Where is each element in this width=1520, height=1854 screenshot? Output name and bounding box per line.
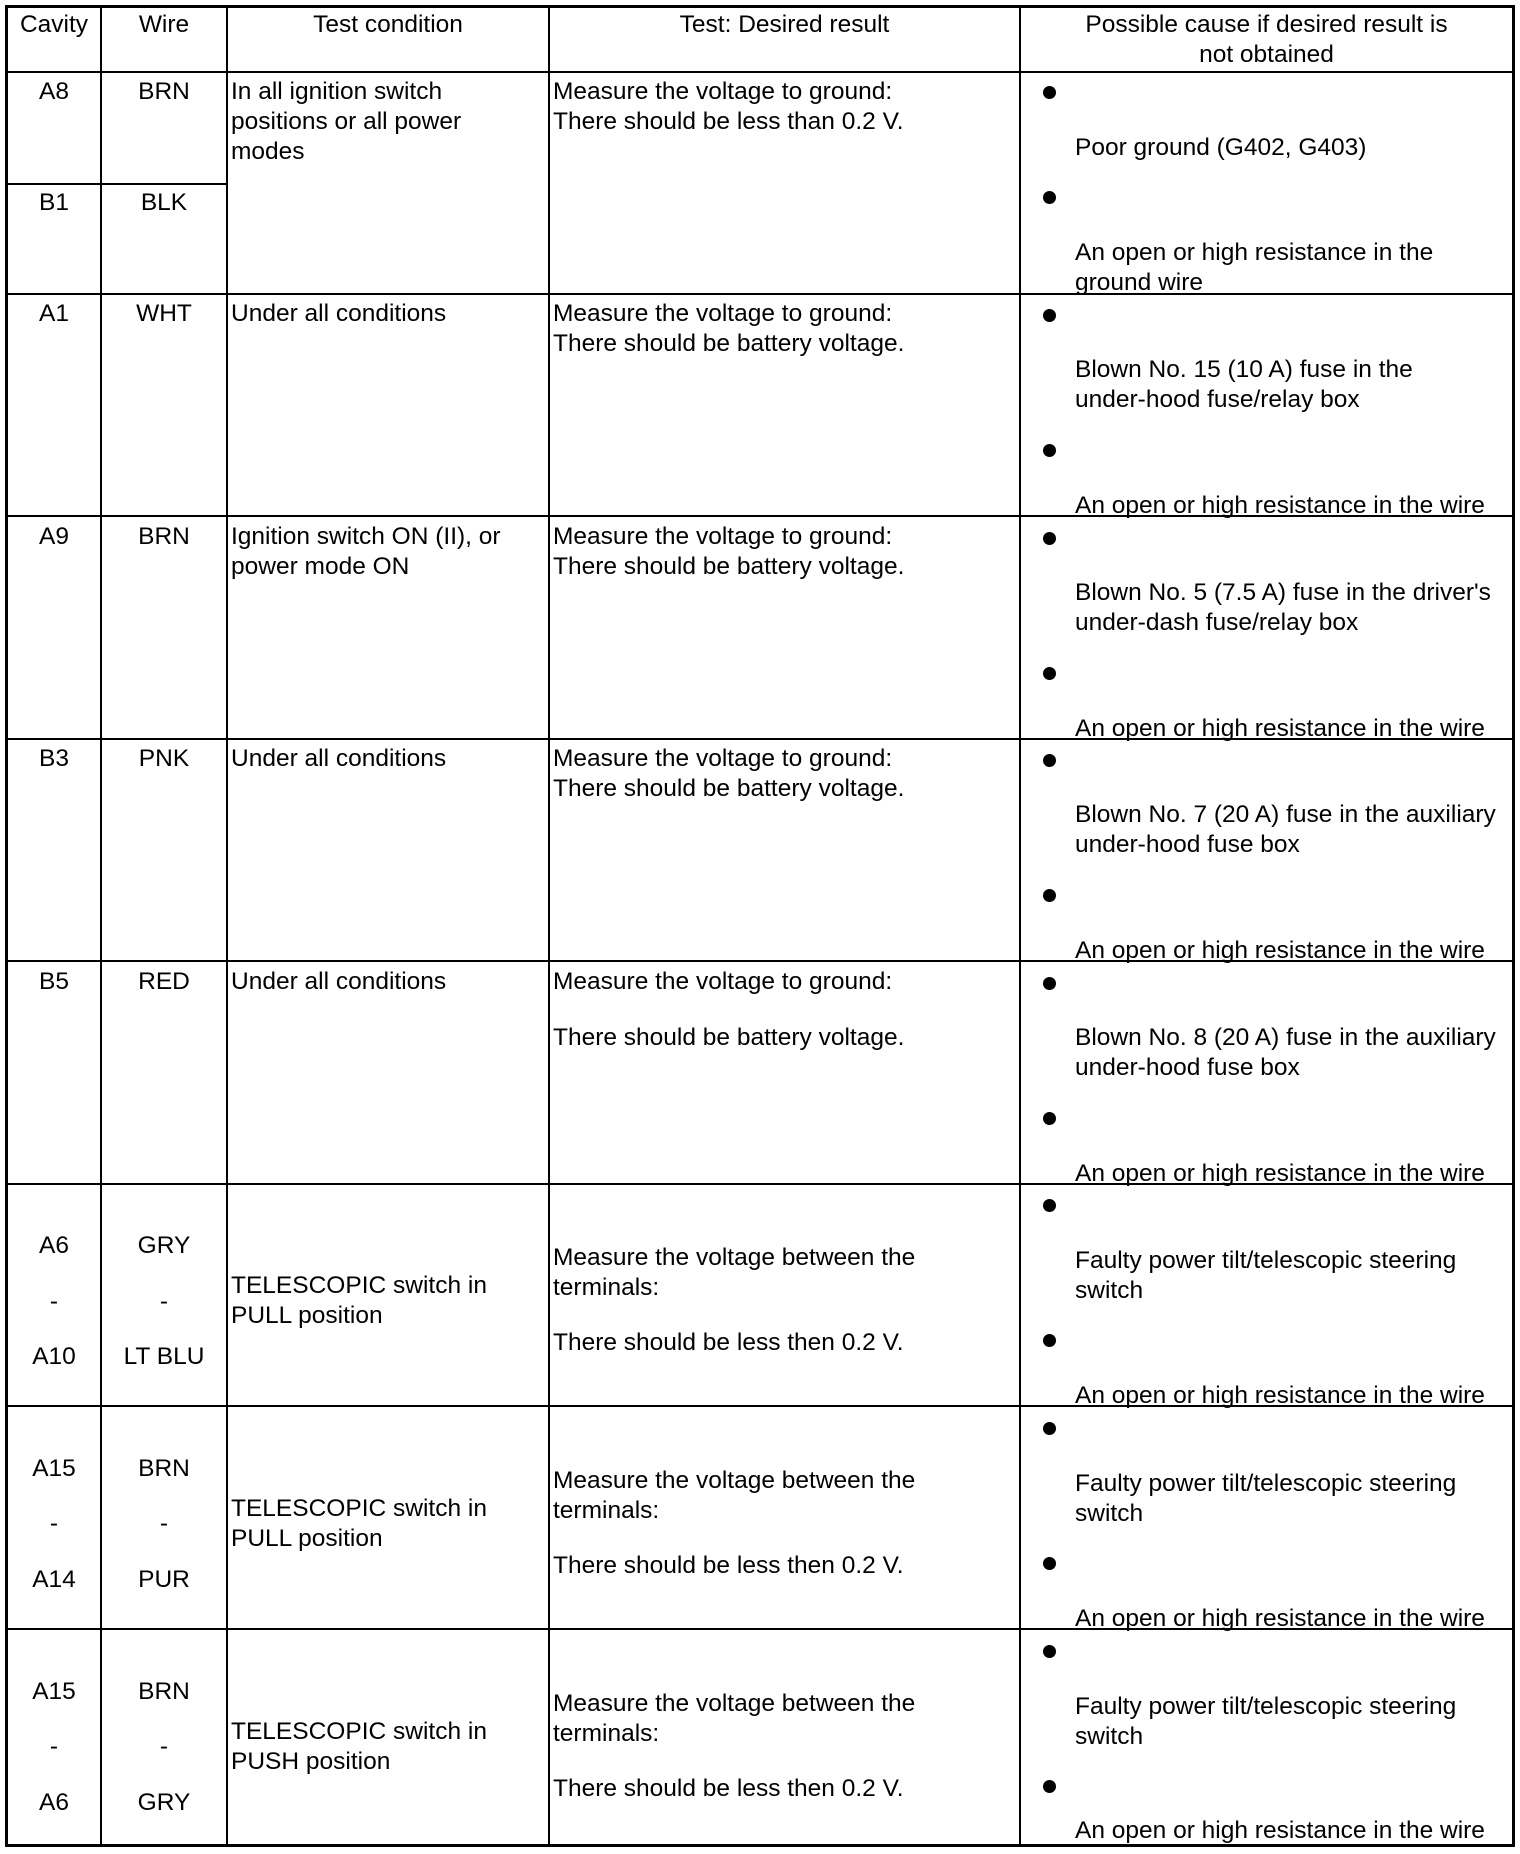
- cause-text: under-hood fuse box: [1075, 1054, 1300, 1081]
- row-divider: [5, 293, 1515, 295]
- desired-result-text: Measure the voltage to ground:: [553, 745, 893, 772]
- wire-cell: BRN: [138, 1678, 190, 1705]
- bullet-icon: [1043, 667, 1056, 680]
- cavity-cell: A9: [39, 523, 69, 550]
- header-possible-cause: not obtained: [1199, 41, 1334, 68]
- wire-cell: -: [159, 1510, 169, 1537]
- bullet-icon: [1043, 1199, 1056, 1212]
- cavity-cell: A8: [39, 78, 69, 105]
- desired-result-text: There should be less than 0.2 V.: [553, 108, 904, 135]
- cause-text: An open or high resistance in the wire: [1075, 1817, 1485, 1844]
- cavity-cell: A15: [32, 1455, 76, 1482]
- table-border-top: [5, 5, 1515, 8]
- cause-text: Faulty power tilt/telescopic steering: [1075, 1247, 1457, 1274]
- test-condition-text: In all ignition switch: [231, 78, 443, 105]
- cavity-cell: A6: [39, 1232, 69, 1259]
- column-divider: [548, 5, 550, 1847]
- wire-cell: BRN: [138, 78, 190, 105]
- cause-text: switch: [1075, 1500, 1144, 1527]
- bullet-icon: [1043, 444, 1056, 457]
- desired-result-text: terminals:: [553, 1720, 660, 1747]
- cavity-cell: -: [49, 1733, 59, 1760]
- test-condition-text: Under all conditions: [231, 968, 447, 995]
- wire-cell: PNK: [138, 745, 190, 772]
- desired-result-text: There should be less then 0.2 V.: [553, 1329, 904, 1356]
- cavity-cell: A15: [32, 1678, 76, 1705]
- cause-text: under-dash fuse/relay box: [1075, 609, 1359, 636]
- test-condition-text: PULL position: [231, 1302, 383, 1329]
- cause-text: Blown No. 5 (7.5 A) fuse in the driver's: [1075, 579, 1491, 606]
- cause-text: An open or high resistance in the wire: [1075, 1160, 1485, 1187]
- header-test-condition: Test condition: [313, 11, 463, 38]
- wire-cell: WHT: [136, 300, 192, 327]
- row-divider: [5, 71, 1515, 73]
- bullet-icon: [1043, 1780, 1056, 1793]
- header-wire: Wire: [138, 11, 190, 38]
- wire-cell: RED: [138, 968, 190, 995]
- desired-result-text: There should be less then 0.2 V.: [553, 1552, 904, 1579]
- bullet-icon: [1043, 977, 1056, 990]
- wire-cell: GRY: [137, 1789, 191, 1816]
- cavity-cell: A6: [39, 1789, 69, 1816]
- cause-text: switch: [1075, 1277, 1144, 1304]
- cause-text: Blown No. 15 (10 A) fuse in the: [1075, 356, 1413, 383]
- cavity-cell: -: [49, 1288, 59, 1315]
- bullet-icon: [1043, 532, 1056, 545]
- desired-result-text: Measure the voltage between the: [553, 1690, 916, 1717]
- cause-text: An open or high resistance in the wire: [1075, 1382, 1485, 1409]
- cause-text: under-hood fuse box: [1075, 831, 1300, 858]
- test-condition-text: Under all conditions: [231, 300, 447, 327]
- bullet-icon: [1043, 889, 1056, 902]
- cavity-cell: A14: [32, 1566, 76, 1593]
- header-cavity: Cavity: [19, 11, 89, 38]
- wire-cell: -: [159, 1733, 169, 1760]
- header-possible-cause: Possible cause if desired result is: [1085, 11, 1448, 38]
- desired-result-text: terminals:: [553, 1274, 660, 1301]
- desired-result-text: Measure the voltage to ground:: [553, 78, 893, 105]
- bullet-icon: [1043, 1422, 1056, 1435]
- cause-text: An open or high resistance in the wire: [1075, 715, 1485, 742]
- bullet-icon: [1043, 1334, 1056, 1347]
- test-condition-text: modes: [231, 138, 305, 165]
- desired-result-text: There should be battery voltage.: [553, 330, 905, 357]
- test-condition-text: Ignition switch ON (II), or: [231, 523, 501, 550]
- desired-result-text: There should be less then 0.2 V.: [553, 1775, 904, 1802]
- cause-text: Poor ground (G402, G403): [1075, 134, 1367, 161]
- wire-cell: BRN: [138, 1455, 190, 1482]
- wire-cell: BLK: [140, 189, 188, 216]
- cause-text: An open or high resistance in the wire: [1075, 1605, 1485, 1632]
- header-desired-result: Test: Desired result: [679, 11, 890, 38]
- cause-text: under-hood fuse/relay box: [1075, 386, 1360, 413]
- test-condition-text: TELESCOPIC switch in: [231, 1718, 487, 1745]
- test-condition-text: PULL position: [231, 1525, 383, 1552]
- bullet-icon: [1043, 1557, 1056, 1570]
- bullet-icon: [1043, 86, 1056, 99]
- desired-result-text: There should be battery voltage.: [553, 1024, 905, 1051]
- cavity-cell: A1: [39, 300, 69, 327]
- desired-result-text: There should be battery voltage.: [553, 775, 905, 802]
- cavity-cell: B1: [39, 189, 69, 216]
- cavity-cell: B5: [39, 968, 69, 995]
- test-condition-text: PUSH position: [231, 1748, 391, 1775]
- cause-text: switch: [1075, 1723, 1144, 1750]
- bullet-icon: [1043, 1112, 1056, 1125]
- column-divider: [226, 5, 228, 1847]
- cavity-cell: B3: [39, 745, 69, 772]
- wire-cell: LT BLU: [123, 1343, 205, 1370]
- desired-result-text: Measure the voltage to ground:: [553, 523, 893, 550]
- desired-result-text: Measure the voltage to ground:: [553, 300, 893, 327]
- cause-text: Blown No. 7 (20 A) fuse in the auxiliary: [1075, 801, 1496, 828]
- bullet-icon: [1043, 1645, 1056, 1658]
- column-divider: [1019, 5, 1021, 1847]
- bullet-icon: [1043, 309, 1056, 322]
- cavity-cell: A10: [32, 1343, 76, 1370]
- cause-text: Faulty power tilt/telescopic steering: [1075, 1470, 1457, 1497]
- test-condition-text: power mode ON: [231, 553, 410, 580]
- cause-text: Faulty power tilt/telescopic steering: [1075, 1693, 1457, 1720]
- desired-result-text: Measure the voltage between the: [553, 1244, 916, 1271]
- row-divider-partial: [5, 183, 228, 185]
- wire-cell: GRY: [137, 1232, 191, 1259]
- bullet-icon: [1043, 754, 1056, 767]
- bullet-icon: [1043, 191, 1056, 204]
- desired-result-text: terminals:: [553, 1497, 660, 1524]
- cavity-cell: -: [49, 1510, 59, 1537]
- desired-result-text: There should be battery voltage.: [553, 553, 905, 580]
- cause-text: An open or high resistance in the wire: [1075, 492, 1485, 519]
- desired-result-text: Measure the voltage between the: [553, 1467, 916, 1494]
- test-condition-text: Under all conditions: [231, 745, 447, 772]
- desired-result-text: Measure the voltage to ground:: [553, 968, 893, 995]
- wire-cell: BRN: [138, 523, 190, 550]
- cause-text: An open or high resistance in the: [1075, 239, 1434, 266]
- test-condition-text: TELESCOPIC switch in: [231, 1272, 487, 1299]
- cause-text: ground wire: [1075, 269, 1204, 296]
- cause-text: Blown No. 8 (20 A) fuse in the auxiliary: [1075, 1024, 1496, 1051]
- wire-cell: PUR: [138, 1566, 190, 1593]
- test-condition-text: TELESCOPIC switch in: [231, 1495, 487, 1522]
- table-border-right: [1512, 5, 1515, 1847]
- cause-text: An open or high resistance in the wire: [1075, 937, 1485, 964]
- wire-cell: -: [159, 1288, 169, 1315]
- test-condition-text: positions or all power: [231, 108, 462, 135]
